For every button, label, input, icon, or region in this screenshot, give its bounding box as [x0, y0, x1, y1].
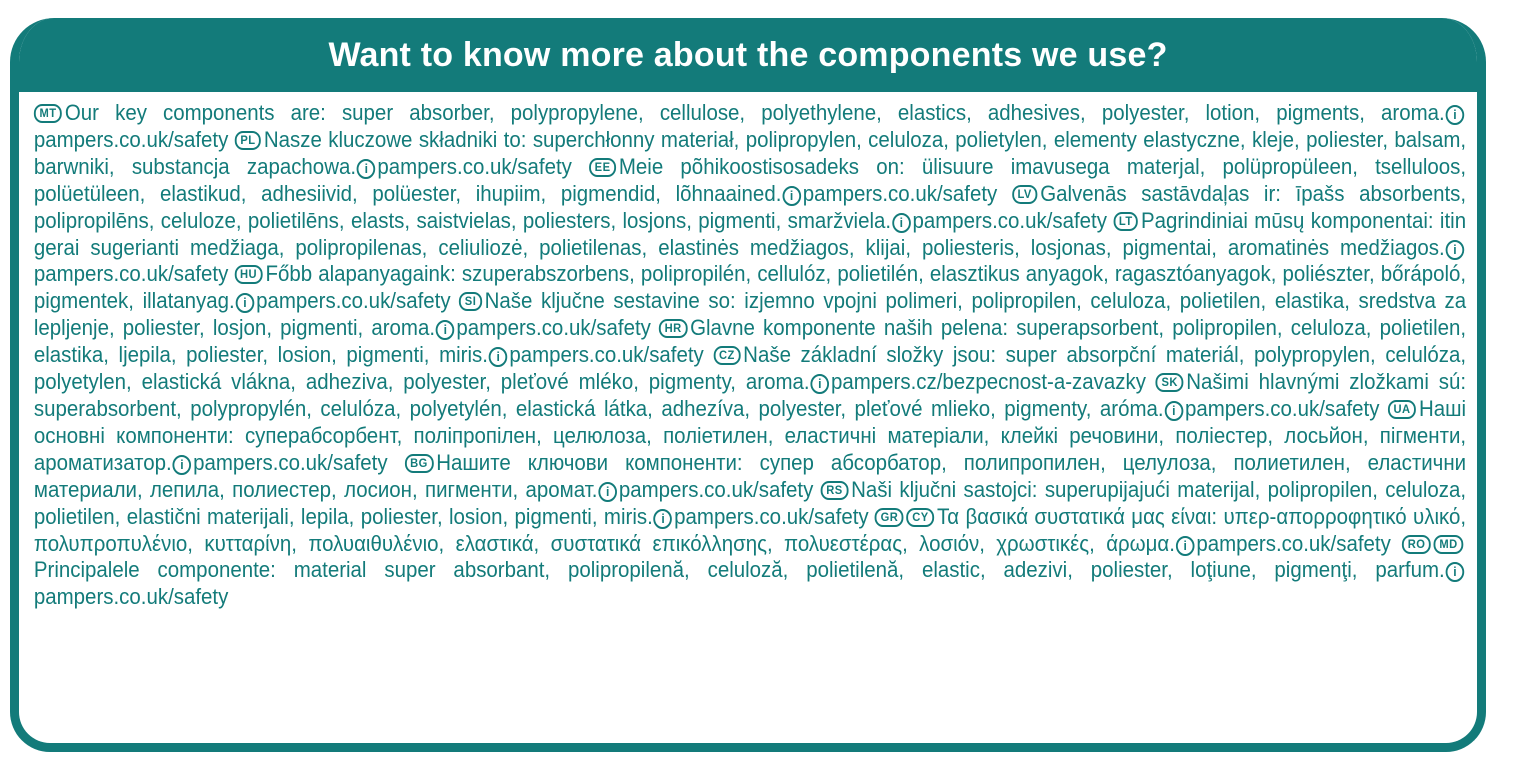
components-description: Nasze kluczowe składniki to: superchłonny materiał, polipropylen, celuloza, polietylen, elementy elastyczne, kleje, poliester, balsam, barwniki, substancja zapachowa. — [33, 126, 1467, 179]
info-circle-icon: i — [357, 159, 376, 179]
components-description: Főbb alapanyagaink: szuperabszorbens, polipropilén, cellulóz, polietilén, elasztikus anyagok, ragasztóanyagok, poliészter, bőrápoló, pigmentek, illatanyag. — [33, 261, 1467, 314]
safety-link[interactable]: pampers.co.uk/safety — [618, 476, 814, 502]
info-circle-icon: i — [598, 482, 617, 502]
safety-link[interactable]: pampers.co.uk/safety — [33, 126, 229, 152]
info-circle-icon: i — [173, 455, 192, 475]
safety-link[interactable]: pampers.co.uk/safety — [802, 180, 998, 206]
country-code-badge: HU — [234, 265, 262, 284]
components-text-block — [19, 92, 1479, 611]
components-info-panel — [10, 18, 1486, 752]
country-code-badge: BG — [405, 454, 434, 473]
components-description: Наші основні компоненти: суперабсорбент, поліпропілен, целюлоза, поліетилен, еластичні матеріали, клейкі речовини, поліестер, лосьйон, пігменти, ароматизатор. — [33, 395, 1467, 475]
safety-link[interactable]: pampers.co.uk/safety — [509, 342, 704, 368]
components-description: Naši ključni sastojci: superupijajući materijal, polipropilen, celuloza, polietilen, elastični materijali, lepila, poliester, losion, pigmenti, miris. — [33, 476, 1467, 529]
info-circle-icon: i — [892, 213, 911, 233]
country-code-badge: RS — [821, 481, 849, 500]
country-code-badge: MT — [34, 104, 62, 123]
components-description: Našimi hlavnými zložkami sú: superabsorbent, polypropylén, celulóza, polyetylén, elastická látka, adhezíva, polyester, pleťové mlieko, pigmenty, aróma. — [33, 369, 1467, 421]
components-description: Τα βασικά συστατικά μας είναι: υπερ-απορροφητικό υλικό, πολυπροπυλένιο, κυτταρίνη, πολυαιθυλένιο, ελαστικά, συστατικά επικόλλησης, πολυεστέρας, λοσιόν, χρωστικές, άρωμα. — [33, 503, 1467, 556]
components-description: Galvenās sastāvdaļas ir: īpašs absorbents, polipropilēns, celuloze, polietilēns, elasts, saistvielas, poliesters, losjons, pigmenti, smaržviela. — [33, 180, 1467, 233]
components-description: Glavne komponente naših pelena: superapsorbent, polipropilen, celuloza, polietilen, elastika, ljepila, poliester, losion, pigmenti, miris. — [33, 315, 1467, 368]
components-description: Principalele componente: material super absorbant, polipropilenă, celuloză, polietilenă, elastic, adezivi, poliester, loţiune, pigmenţi, parfum. — [33, 557, 1445, 583]
country-code-badge: CZ — [713, 346, 740, 365]
country-code-badge: CY — [907, 508, 935, 527]
safety-link[interactable]: pampers.cz/bezpecnost-a-zavazky — [830, 369, 1146, 395]
country-code-badge: SI — [459, 292, 482, 311]
safety-link[interactable]: pampers.co.uk/safety — [1196, 530, 1391, 556]
info-circle-icon: i — [489, 347, 508, 367]
country-code-badge: GR — [875, 508, 904, 527]
info-circle-icon: i — [1446, 240, 1465, 260]
country-code-badge: PL — [235, 131, 261, 150]
info-circle-icon: i — [782, 186, 801, 206]
country-code-badge: LT — [1113, 212, 1138, 231]
safety-link[interactable]: pampers.co.uk/safety — [1185, 395, 1380, 421]
components-description: Naše základní složky jsou: super absorpční materiál, polypropylen, celulóza, polyetylen, elastická vlákna, adheziva, polyester, pleťové mléko, pigmenty, aroma. — [33, 342, 1467, 395]
country-code-badge: MD — [1434, 535, 1463, 554]
info-circle-icon: i — [811, 374, 830, 394]
components-description: Naše ključne sestavine so: izjemno vpojni polimeri, polipropilen, celuloza, polietilen, elastika, sredstva za lepljenje, poliester, losjon, pigmenti, aroma. — [33, 288, 1467, 341]
safety-link[interactable]: pampers.co.uk/safety — [33, 584, 229, 610]
components-description: Нашите ключови компоненти: супер абсорбатор, полипропилен, целулоза, полиетилен, еластични материали, лепила, полиестер, лосион, пигменти, аромат. — [33, 449, 1467, 502]
info-circle-icon: i — [1446, 105, 1465, 125]
country-code-badge: RO — [1402, 535, 1431, 554]
components-description: Our key components are: super absorber, polypropylene, cellulose, polyethylene, elastics, adhesives, polyester, lotion, pigments, aroma. — [64, 100, 1445, 125]
country-code-badge: EE — [589, 158, 616, 177]
country-code-badge: SK — [1156, 373, 1184, 392]
page-title: Want to know more about the components we use? — [328, 35, 1168, 74]
country-code-badge: LV — [1012, 185, 1038, 204]
country-code-badge: UA — [1388, 400, 1416, 419]
info-circle-icon: i — [236, 293, 255, 313]
components-description: Meie põhikoostisosadeks on: ülisuure imavusega materjal, polüpropüleen, tselluloos, polüetüleen, elastikud, adhesiivid, polüester, ihupiim, pigmendid, lõhnaained. — [33, 153, 1467, 206]
safety-link[interactable]: pampers.co.uk/safety — [377, 153, 572, 179]
safety-link[interactable]: pampers.co.uk/safety — [256, 288, 451, 314]
components-description: Pagrindiniai mūsų komponentai: itin gerai sugerianti medžiaga, polipropilenas, celiuliozė, polietilenas, elastinės medžiagos, klijai, poliesteris, losjonas, pigmentai, aromatinės medžiagos. — [33, 207, 1467, 260]
safety-link[interactable]: pampers.co.uk/safety — [912, 207, 1107, 233]
country-code-badge: HR — [659, 319, 687, 338]
safety-link[interactable]: pampers.co.uk/safety — [193, 449, 388, 475]
safety-link[interactable]: pampers.co.uk/safety — [456, 315, 651, 341]
info-circle-icon: i — [1446, 562, 1465, 582]
safety-link[interactable]: pampers.co.uk/safety — [674, 503, 869, 529]
info-circle-icon: i — [1165, 401, 1184, 421]
info-circle-icon: i — [1176, 536, 1195, 556]
info-circle-icon: i — [654, 509, 673, 529]
info-circle-icon: i — [436, 320, 455, 340]
safety-link[interactable]: pampers.co.uk/safety — [33, 261, 229, 287]
header-banner — [19, 18, 1477, 92]
